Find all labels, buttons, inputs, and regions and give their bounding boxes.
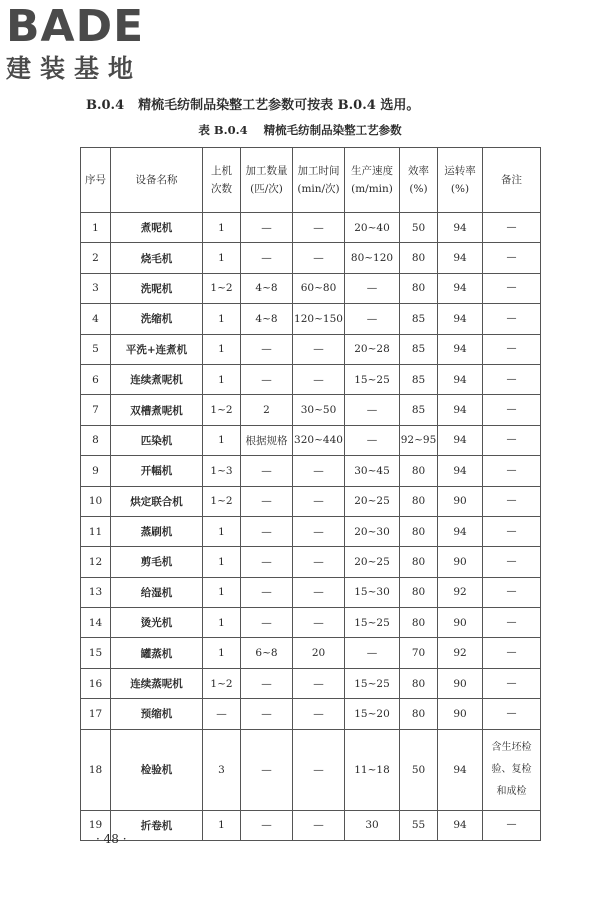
table-cell: — (345, 425, 400, 455)
table-cell: 2 (81, 243, 111, 273)
table-cell: 9 (81, 456, 111, 486)
table-cell: 1 (203, 638, 241, 668)
table-cell: — (345, 304, 400, 334)
table-cell: 85 (400, 304, 438, 334)
table-row (81, 364, 541, 394)
table-cell: 剪毛机 (111, 547, 203, 577)
table-cell: 5 (81, 334, 111, 364)
intro-paragraph (86, 94, 586, 113)
table-cell: 50 (400, 729, 438, 810)
table-cell: 烘定联合机 (111, 486, 203, 516)
table-cell: 94 (438, 729, 483, 810)
table-cell: 洗缩机 (111, 304, 203, 334)
table-cell: 烧毛机 (111, 243, 203, 273)
table-row (81, 304, 541, 334)
table-cell: — (241, 699, 293, 729)
table-cell: 94 (438, 425, 483, 455)
table-cell: 8 (81, 425, 111, 455)
header-cell: 备注 (483, 148, 541, 213)
table-cell: 90 (438, 608, 483, 638)
table-cell: 17 (81, 699, 111, 729)
table-cell: 连续蒸呢机 (111, 668, 203, 698)
table-cell: 1~2 (203, 273, 241, 303)
table-cell: 30~45 (345, 456, 400, 486)
table-cell: 80 (400, 668, 438, 698)
table-cell: — (293, 486, 345, 516)
table-cell: 94 (438, 273, 483, 303)
table-row (81, 810, 541, 840)
table-cell: — (483, 486, 541, 516)
table-caption-number: 表 B.0.4 (198, 123, 248, 137)
table-cell: 90 (438, 699, 483, 729)
table-row (81, 486, 541, 516)
table-cell: 3 (203, 729, 241, 810)
table-cell: — (483, 273, 541, 303)
table-cell: 90 (438, 547, 483, 577)
table-cell: 开幅机 (111, 456, 203, 486)
table-cell: 94 (438, 334, 483, 364)
table-cell: 85 (400, 395, 438, 425)
table-cell: — (483, 516, 541, 546)
table-cell: 1 (81, 213, 111, 243)
header-cell: 序号 (81, 148, 111, 213)
table-cell: 70 (400, 638, 438, 668)
table-cell: 检验机 (111, 729, 203, 810)
table-cell: 1 (203, 810, 241, 840)
header-cell: 运转率 (%) (438, 148, 483, 213)
table-cell: 13 (81, 577, 111, 607)
table-row (81, 699, 541, 729)
table-row (81, 334, 541, 364)
table-cell: 55 (400, 810, 438, 840)
table-cell: — (241, 364, 293, 394)
table-cell: 4~8 (241, 273, 293, 303)
table-row (81, 243, 541, 273)
table-cell: 80 (400, 577, 438, 607)
table-row (81, 213, 541, 243)
table-cell: 4 (81, 304, 111, 334)
table-cell: — (241, 608, 293, 638)
table-cell: 80 (400, 456, 438, 486)
table-cell: 80 (400, 608, 438, 638)
intro-text: 精梳毛纺制品染整工艺参数可按表 B.0.4 选用。 (138, 98, 420, 113)
table-cell: 4~8 (241, 304, 293, 334)
table-cell: 94 (438, 395, 483, 425)
table-cell: 16 (81, 668, 111, 698)
table-cell: — (483, 608, 541, 638)
header-cell: 加工数量 (匹/次) (241, 148, 293, 213)
table-cell: — (241, 334, 293, 364)
table-cell: — (345, 395, 400, 425)
table-cell: 1 (203, 304, 241, 334)
table-cell: 含生坯检 验、复检 和成检 (483, 729, 541, 810)
table-cell: — (483, 547, 541, 577)
table-caption-title: 精梳毛纺制品染整工艺参数 (263, 123, 402, 137)
process-parameter-table (80, 147, 541, 841)
table-cell: 给湿机 (111, 577, 203, 607)
table-cell: 94 (438, 364, 483, 394)
table-cell: 12 (81, 547, 111, 577)
header-cell: 加工时间 (min/次) (293, 148, 345, 213)
table-cell: 1 (203, 516, 241, 546)
table-cell: 预缩机 (111, 699, 203, 729)
table-cell: 11 (81, 516, 111, 546)
table-cell: — (241, 810, 293, 840)
table-cell: 1 (203, 608, 241, 638)
table-cell: 14 (81, 608, 111, 638)
table-cell: — (483, 456, 541, 486)
table-cell: 15 (81, 638, 111, 668)
table-cell: 1~3 (203, 456, 241, 486)
table-cell: — (293, 608, 345, 638)
table-cell: 120~150 (293, 304, 345, 334)
table-cell: 洗呢机 (111, 273, 203, 303)
table-cell: 80 (400, 699, 438, 729)
table-cell: — (483, 668, 541, 698)
table-cell: 19 (81, 810, 111, 840)
table-header-row (81, 148, 541, 213)
table-cell: — (483, 364, 541, 394)
table-cell: — (241, 668, 293, 698)
table-cell: — (241, 729, 293, 810)
table-cell: 30 (345, 810, 400, 840)
table-cell: 80~120 (345, 243, 400, 273)
table-cell: — (293, 547, 345, 577)
table-cell: — (241, 547, 293, 577)
table-row (81, 729, 541, 810)
section-number: B.0.4 (86, 98, 125, 113)
table-cell: 1~2 (203, 668, 241, 698)
table-cell: — (293, 810, 345, 840)
table-cell: — (241, 213, 293, 243)
table-cell: — (293, 516, 345, 546)
table-cell: — (483, 304, 541, 334)
table-cell: — (345, 273, 400, 303)
table-cell: 15~20 (345, 699, 400, 729)
table-body (81, 213, 541, 841)
table-row (81, 456, 541, 486)
table-cell: 6~8 (241, 638, 293, 668)
table-cell: 94 (438, 810, 483, 840)
table-cell: 20 (293, 638, 345, 668)
table-cell: 92 (438, 638, 483, 668)
table-cell: 80 (400, 486, 438, 516)
table-cell: 折卷机 (111, 810, 203, 840)
table-cell: 11~18 (345, 729, 400, 810)
table-cell: — (293, 668, 345, 698)
logo-sub-text: 建装基地 (6, 54, 143, 83)
table-cell: — (241, 456, 293, 486)
table-cell: 15~25 (345, 668, 400, 698)
table-cell: — (293, 456, 345, 486)
table-cell: — (293, 243, 345, 273)
table-cell: 90 (438, 486, 483, 516)
table-cell: — (293, 334, 345, 364)
table-row (81, 577, 541, 607)
table-cell: 92~95 (400, 425, 438, 455)
table-cell: 2 (241, 395, 293, 425)
table-cell: — (293, 729, 345, 810)
table-row (81, 516, 541, 546)
table-cell: — (203, 699, 241, 729)
table-cell: 80 (400, 547, 438, 577)
table-cell: — (483, 699, 541, 729)
table-cell: — (483, 577, 541, 607)
table-cell: 罐蒸机 (111, 638, 203, 668)
table-cell: 94 (438, 304, 483, 334)
table-row (81, 638, 541, 668)
table-cell: — (345, 638, 400, 668)
table-cell: — (241, 243, 293, 273)
table-cell: 94 (438, 516, 483, 546)
table-cell: 烫光机 (111, 608, 203, 638)
logo-main-text: BADE (6, 1, 145, 52)
table-cell: — (483, 425, 541, 455)
table-cell: — (293, 213, 345, 243)
table-cell: 双槽煮呢机 (111, 395, 203, 425)
table-cell: 蒸刷机 (111, 516, 203, 546)
table-cell: 90 (438, 668, 483, 698)
table-row (81, 273, 541, 303)
table-cell: — (483, 243, 541, 273)
table-cell: 6 (81, 364, 111, 394)
table-cell: 50 (400, 213, 438, 243)
table-cell: — (483, 213, 541, 243)
table-caption (0, 122, 600, 138)
table-cell: 80 (400, 273, 438, 303)
table-cell: 30~50 (293, 395, 345, 425)
watermark-logo (6, 1, 176, 84)
table-cell: — (483, 638, 541, 668)
table-cell: 1 (203, 425, 241, 455)
table-row (81, 425, 541, 455)
page-number: · 48 · (96, 832, 127, 846)
table-cell: — (241, 577, 293, 607)
table-cell: 1 (203, 577, 241, 607)
table-cell: 匹染机 (111, 425, 203, 455)
table-cell: 320~440 (293, 425, 345, 455)
table-cell: 1 (203, 547, 241, 577)
table-cell: 连续煮呢机 (111, 364, 203, 394)
table-cell: 1 (203, 213, 241, 243)
table-cell: 85 (400, 334, 438, 364)
header-cell: 生产速度 (m/min) (345, 148, 400, 213)
table-cell: 20~25 (345, 486, 400, 516)
table-cell: 85 (400, 364, 438, 394)
table-cell: 1~2 (203, 395, 241, 425)
table-cell: 1 (203, 364, 241, 394)
table-cell: 94 (438, 243, 483, 273)
table-cell: 10 (81, 486, 111, 516)
table-cell: 18 (81, 729, 111, 810)
header-cell: 设备名称 (111, 148, 203, 213)
table-cell: 根据规格 (241, 425, 293, 455)
table-row (81, 608, 541, 638)
table-cell: 92 (438, 577, 483, 607)
table-cell: 15~25 (345, 608, 400, 638)
table-cell: — (293, 699, 345, 729)
table-cell: 94 (438, 213, 483, 243)
table-cell: 20~25 (345, 547, 400, 577)
table-cell: 15~25 (345, 364, 400, 394)
table-cell: 94 (438, 456, 483, 486)
table-cell: 80 (400, 516, 438, 546)
table-cell: — (293, 364, 345, 394)
table-cell: 1 (203, 334, 241, 364)
table-cell: 20~28 (345, 334, 400, 364)
table-cell: 7 (81, 395, 111, 425)
table-row (81, 395, 541, 425)
table-cell: 1 (203, 243, 241, 273)
table-row (81, 547, 541, 577)
table-cell: 3 (81, 273, 111, 303)
table-cell: 15~30 (345, 577, 400, 607)
table-cell: 煮呢机 (111, 213, 203, 243)
table-cell: 平洗+连煮机 (111, 334, 203, 364)
header-cell: 效率 (%) (400, 148, 438, 213)
table-cell: — (293, 577, 345, 607)
table-cell: 60~80 (293, 273, 345, 303)
table-cell: — (483, 810, 541, 840)
table-cell: — (483, 334, 541, 364)
table-cell: 1~2 (203, 486, 241, 516)
header-cell: 上机 次数 (203, 148, 241, 213)
table-cell: 20~40 (345, 213, 400, 243)
table-cell: 80 (400, 243, 438, 273)
table-row (81, 668, 541, 698)
table-cell: — (241, 486, 293, 516)
table-cell: 20~30 (345, 516, 400, 546)
table-cell: — (241, 516, 293, 546)
table-cell: — (483, 395, 541, 425)
